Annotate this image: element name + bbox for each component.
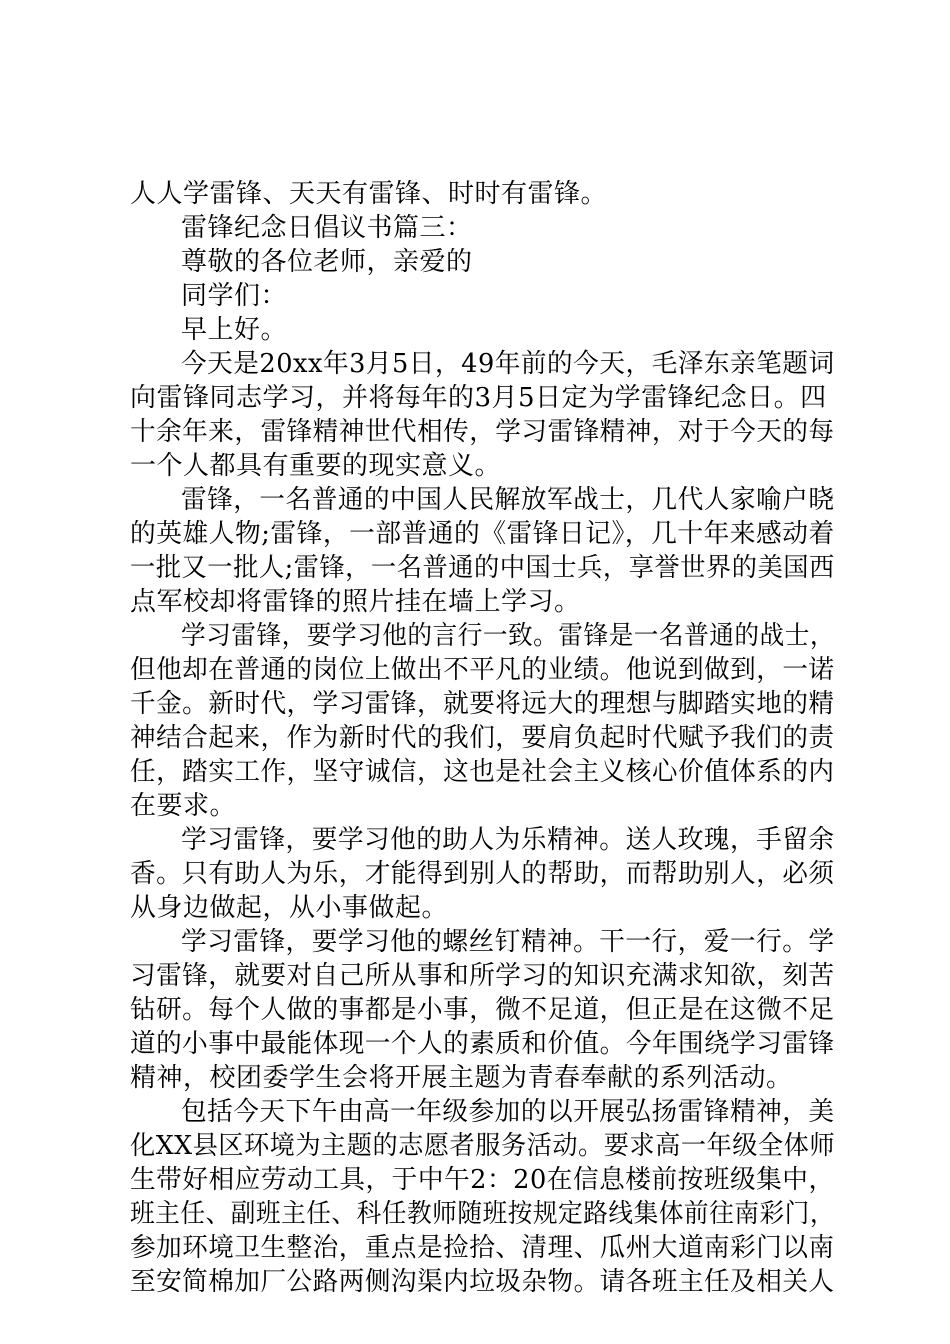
text-line: 一批又一批人;雷锋，一名普通的中国士兵，享誉世界的美国西 [130, 553, 835, 583]
text-line: 向雷锋同志学习，并将每年的3月5日定为学雷锋纪念日。四 [130, 383, 827, 413]
text-line: 神结合起来，作为新时代的我们，要肩负起时代赋予我们的责 [130, 723, 835, 753]
text-line: 的英雄人物;雷锋，一部普通的《雷锋日记》，几十年来感动着 [130, 519, 835, 549]
text-line: 在要求。 [130, 791, 237, 821]
text-line: 学习雷锋，要学习他的螺丝钉精神。干一行，爱一行。学 [181, 927, 835, 957]
text-line: 同学们： [181, 281, 288, 311]
text-line: 包括今天下午由高一年级参加的以开展弘扬雷锋精神，美 [181, 1097, 835, 1127]
text-line: 任，踏实工作，坚守诚信，这也是社会主义核心价值体系的内 [130, 757, 835, 787]
text-line: 一个人都具有重要的现实意义。 [130, 451, 502, 481]
text-line: 参加环境卫生整治，重点是捡拾、清理、瓜州大道南彩门以南 [130, 1233, 835, 1263]
text-line: 雷锋，一名普通的中国人民解放军战士，几代人家喻户晓 [181, 485, 835, 515]
text-line: 学习雷锋，要学习他的助人为乐精神。送人玫瑰，手留余 [181, 825, 835, 855]
text-line: 但他却在普通的岗位上做出不平凡的业绩。他说到做到，一诺 [130, 655, 835, 685]
text-line: 生带好相应劳动工具，于中午2：20在信息楼前按班级集中， [130, 1165, 835, 1195]
text-line: 学习雷锋，要学习他的言行一致。雷锋是一名普通的战士， [181, 621, 836, 651]
text-line: 习雷锋，就要对自己所从事和所学习的知识充满求知欲，刻苦 [130, 961, 835, 991]
text-line: 精神，校团委学生会将开展主题为青春奉献的系列活动。 [130, 1063, 793, 1093]
text-line: 从身边做起，从小事做起。 [130, 893, 449, 923]
text-line: 香。只有助人为乐，才能得到别人的帮助，而帮助别人，必须 [130, 859, 835, 889]
text-line: 化XX县区环境为主题的志愿者服务活动。要求高一年级全体师 [130, 1131, 836, 1161]
text-line: 尊敬的各位老师，亲爱的 [181, 247, 473, 277]
text-line: 钻研。每个人做的事都是小事，微不足道，但正是在这微不足 [130, 995, 835, 1025]
text-line: 人人学雷锋、天天有雷锋、时时有雷锋。 [130, 179, 608, 209]
text-line: 道的小事中最能体现一个人的素质和价值。今年围绕学习雷锋 [130, 1029, 835, 1059]
text-line: 点军校却将雷锋的照片挂在墙上学习。 [130, 587, 581, 617]
text-line: 雷锋纪念日倡议书篇三： [181, 213, 473, 243]
text-line: 千金。新时代，学习雷锋，就要将远大的理想与脚踏实地的精 [130, 689, 835, 719]
text-line: 早上好。 [181, 315, 288, 345]
text-line: 班主任、副班主任、科任教师随班按规定路线集体前往南彩门， [130, 1199, 836, 1229]
text-line: 今天是20xx年3月5日，49年前的今天，毛泽东亲笔题词 [181, 349, 835, 379]
text-line: 十余年来，雷锋精神世代相传，学习雷锋精神，对于今天的每 [130, 417, 835, 447]
text-line: 至安简棉加厂公路两侧沟渠内垃圾杂物。请各班主任及相关人 [130, 1267, 835, 1297]
